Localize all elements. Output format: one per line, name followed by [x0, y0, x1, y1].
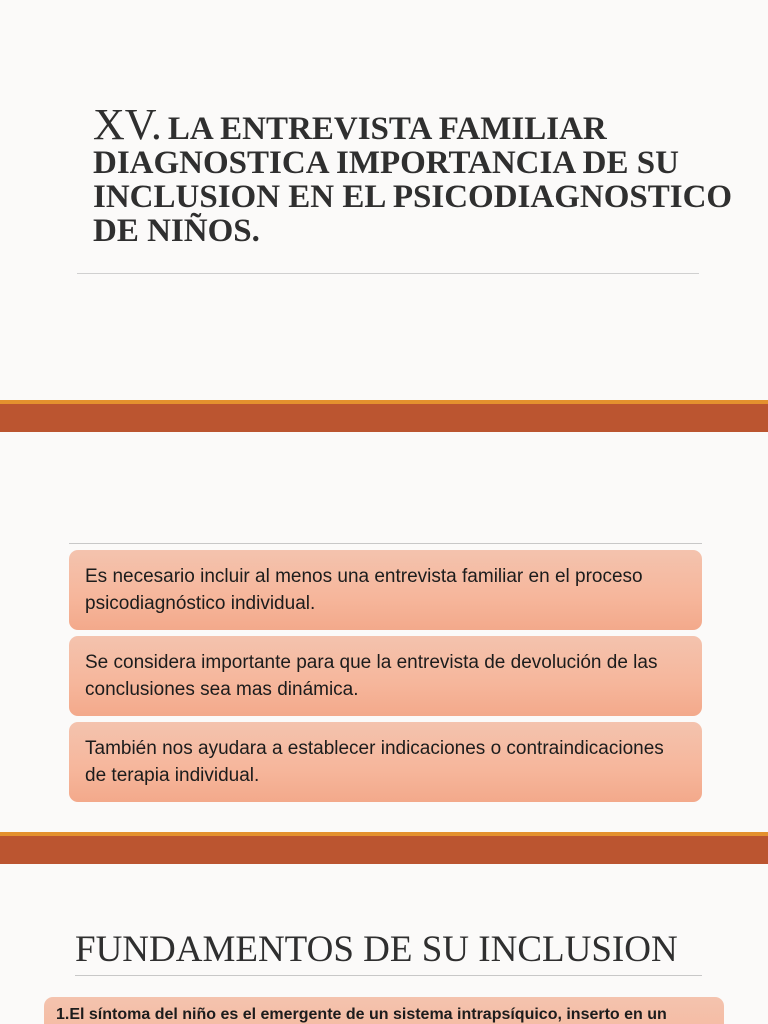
title-divider	[77, 273, 699, 274]
slide-separator-band	[0, 400, 768, 432]
slide-3-title: FUNDAMENTOS DE SU INCLUSION	[75, 929, 678, 970]
slide-2-divider	[69, 543, 702, 544]
point-box-1: Es necesario incluir al menos una entrevista familiar en el proceso psicodiagnóstico individual.	[69, 550, 702, 630]
slide-1-title	[93, 100, 733, 249]
slide-number: XV.	[93, 100, 162, 149]
slide-separator-band	[0, 832, 768, 864]
point-box-3: También nos ayudara a establecer indicaciones o contraindicaciones de terapia individual.	[69, 722, 702, 802]
slide-1	[0, 0, 768, 400]
band-accent-edge	[0, 400, 768, 404]
point-box-2: Se considera importante para que la entrevista de devolución de las conclusiones sea mas dinámica.	[69, 636, 702, 716]
slide-1-title-text: LA ENTREVISTA FAMILIAR DIAGNOSTICA IMPORTANCIA DE SU INCLUSION EN EL PSICODIAGNOSTICO DE NIÑOS.	[93, 111, 733, 249]
slide-3-divider	[75, 975, 702, 976]
slide-2	[0, 432, 768, 832]
band-accent-edge	[0, 832, 768, 836]
slide-3	[0, 864, 768, 1024]
point-box-4: 1.El síntoma del niño es el emergente de un sistema intrapsíquico, inserto en un	[44, 997, 724, 1024]
